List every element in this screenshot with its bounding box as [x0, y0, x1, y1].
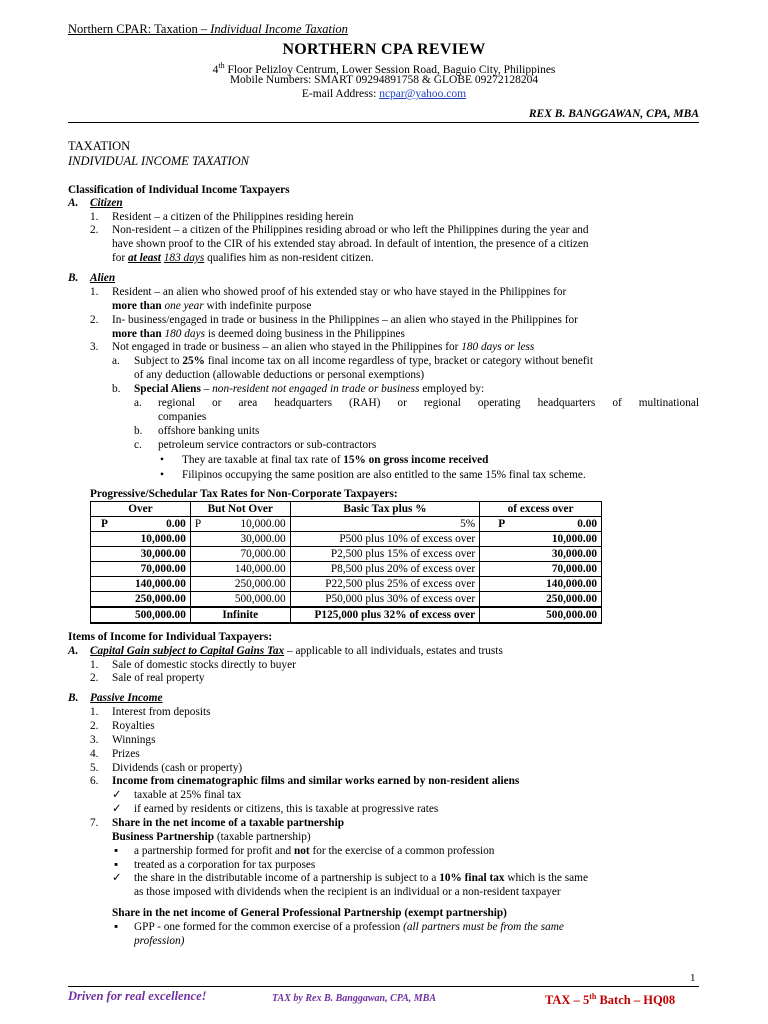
- cell-basic: 5%: [290, 517, 480, 532]
- heading-taxation: TAXATION: [68, 139, 131, 153]
- special-sub-b-text: offshore banking units: [158, 425, 260, 437]
- cell-over: 250,000.00: [91, 592, 191, 608]
- citizen-item-2-line3: [112, 252, 374, 265]
- citizen-item-2-num: 2.: [90, 224, 99, 236]
- text-dash: –: [200, 383, 213, 395]
- cell-value: 10,000.00: [240, 518, 286, 530]
- email-label: E-mail Address:: [301, 88, 380, 100]
- citizen-item-1-text: Resident – a citizen of the Philippines residing herein: [112, 211, 354, 223]
- text-which-same: which is the same: [504, 872, 588, 884]
- special-sub-c-letter: c.: [134, 439, 142, 451]
- text-at-least: at least: [128, 252, 161, 264]
- pi-item-num: 3.: [90, 734, 99, 746]
- special-sub-b-letter: b.: [134, 425, 143, 437]
- text-exercise: for the exercise of a common profession: [309, 845, 495, 857]
- subject-prefix: : Taxation –: [147, 22, 211, 36]
- batch-sup: th: [589, 992, 597, 1001]
- pi-item-text: Winnings: [112, 734, 156, 746]
- pi-item-num: 4.: [90, 748, 99, 760]
- email-link[interactable]: ncpar@yahoo.com: [379, 88, 467, 100]
- review-center-title: NORTHERN CPA REVIEW: [282, 41, 486, 58]
- cell-over: 30,000.00: [91, 547, 191, 562]
- special-sub-c-text: petroleum service contractors or sub-contractors: [158, 439, 377, 451]
- special-sub-a-letter: a.: [134, 397, 142, 409]
- capital-gain-line: [90, 645, 503, 658]
- col-not-over: But Not Over: [190, 502, 290, 517]
- text-all-partners: (all partners must be from the same: [403, 921, 564, 933]
- footer-slogan: Driven for real excellence!: [68, 989, 207, 1003]
- square-bullet-icon: ▪: [114, 921, 119, 933]
- rates-title: Progressive/Schedular Tax Rates for Non-Corporate Taxpayers:: [90, 488, 398, 500]
- capital-gain-heading: Capital Gain subject to Capital Gains Tax: [90, 645, 285, 657]
- citizen-item-1-num: 1.: [90, 211, 99, 223]
- business-partnership-line: [112, 831, 311, 844]
- page-number: 1: [690, 972, 696, 984]
- cell-not-over: Infinite: [190, 607, 290, 623]
- cell-basic: P22,500 plus 25% of excess over: [290, 577, 480, 592]
- alien-sub-a-line2: of any deduction (allowable deductions or personal exemptions): [134, 369, 425, 381]
- alien-sub-b-letter: b.: [112, 383, 121, 395]
- citizen-letter: A.: [68, 197, 79, 209]
- cell-excess: 500,000.00: [480, 607, 602, 623]
- text-taxable-at: They are taxable at final tax rate of: [182, 454, 344, 466]
- pi-item-7-text: Share in the net income of a taxable partnership: [112, 817, 344, 829]
- cell-excess: 250,000.00: [480, 592, 602, 608]
- running-header: [68, 22, 348, 37]
- cell-excess: 140,000.00: [480, 577, 602, 592]
- text-partnership-formed: a partnership formed for profit and: [134, 845, 294, 857]
- special-sub-a-line1: regional or area headquarters (RAH) or regional operating headquarters of multinational: [158, 397, 699, 409]
- cell-not-over: 500,000.00: [190, 592, 290, 608]
- footer-author: TAX by Rex B. Banggawan, CPA, MBA: [272, 993, 437, 1004]
- batch-suffix: Batch – HQ08: [596, 993, 676, 1008]
- cell-excess: 30,000.00: [480, 547, 602, 562]
- cg-item-1-num: 1.: [90, 659, 99, 671]
- text-taxable-partnership: (taxable partnership): [214, 831, 311, 843]
- cell-excess: 70,000.00: [480, 562, 602, 577]
- text-special-aliens: Special Aliens: [134, 383, 201, 395]
- text-deemed: is deemed doing business in the Philippines: [205, 328, 405, 340]
- cell-not-over: 30,000.00: [190, 532, 290, 547]
- text-180-or-less: 180 days or less: [461, 341, 535, 353]
- table-row: [91, 532, 602, 547]
- pi-item-7-num: 7.: [90, 817, 99, 829]
- text-more-than: more than: [112, 300, 162, 312]
- table-row: [91, 517, 602, 532]
- cell-excess: [480, 517, 602, 532]
- footer-divider: [68, 986, 699, 987]
- text-non-resident: non-resident not engaged in trade or business: [212, 383, 420, 395]
- pi-item-text: Dividends (cash or property): [112, 762, 243, 774]
- text-not: not: [293, 845, 310, 857]
- special-aliens-line: [134, 383, 484, 396]
- cell-not-over: 70,000.00: [190, 547, 290, 562]
- peso-sign: P: [101, 518, 108, 530]
- col-basic-tax: Basic Tax plus %: [290, 502, 480, 517]
- cg-item-2-text: Sale of real property: [112, 672, 205, 684]
- pi-6-check-1: taxable at 25% final tax: [134, 789, 242, 801]
- footer-batch: [545, 990, 675, 1007]
- alien-letter: B.: [68, 272, 79, 284]
- alien-sub-a-line1: [134, 355, 593, 368]
- cell-over: [91, 517, 191, 532]
- heading-individual-income-taxation: INDIVIDUAL INCOME TAXATION: [68, 154, 250, 168]
- capital-gain-letter: A.: [68, 645, 79, 657]
- mobile-line: Mobile Numbers: SMART 09294891758 & GLOBE 09272128204: [229, 74, 539, 86]
- bp-check-line1: [134, 872, 588, 885]
- subject-title: Individual Income Taxation: [210, 22, 348, 36]
- check-icon: ✓: [112, 803, 122, 815]
- email-line: [0, 87, 768, 101]
- pi-item-num: 5.: [90, 762, 99, 774]
- cell-basic: P8,500 plus 20% of excess over: [290, 562, 480, 577]
- bullet-1-text: [182, 454, 488, 467]
- pi-item-text: Interest from deposits: [112, 706, 211, 718]
- pi-item-text: Prizes: [112, 748, 140, 760]
- alien-item-1-line2: [112, 300, 311, 313]
- cell-over: 70,000.00: [91, 562, 191, 577]
- text-180-days: 180 days: [161, 328, 205, 340]
- gpp-line1: [134, 921, 564, 934]
- alien-heading: Alien: [90, 272, 116, 284]
- cell-not-over: [190, 517, 290, 532]
- capital-gain-desc: – applicable to all individuals, estates and trusts: [284, 645, 503, 657]
- gpp-line2: profession): [134, 935, 185, 947]
- text-not-engaged: Not engaged in trade or business – an alien who stayed in the Philippines for: [112, 341, 462, 353]
- alien-item-2-line1: In- business/engaged in trade or business in the Philippines – an alien who stayed in the Philippines for: [112, 314, 578, 326]
- citizen-item-2-line1: Non-resident – a citizen of the Philippines residing abroad or who left the Philippines during the year and: [112, 224, 589, 236]
- col-excess: of excess over: [480, 502, 602, 517]
- cell-over: 500,000.00: [91, 607, 191, 623]
- text-10-final-tax: 10% final tax: [439, 872, 505, 884]
- text-one-year: one year: [161, 300, 204, 312]
- citizen-item-2-line2: have shown proof to the CIR of his extended stay abroad. In default of intention, the presence of a citizen: [112, 238, 589, 250]
- cell-value: 0.00: [577, 518, 597, 530]
- col-over: Over: [91, 502, 191, 517]
- bp-square-2: treated as a corporation for tax purposes: [134, 859, 316, 871]
- cell-basic: P50,000 plus 30% of excess over: [290, 592, 480, 608]
- text-indefinite: with indefinite purpose: [203, 300, 312, 312]
- text-for: for: [112, 252, 128, 264]
- author-name: REX B. BANGGAWAN, CPA, MBA: [68, 107, 699, 123]
- cell-basic: P500 plus 10% of excess over: [290, 532, 480, 547]
- text-15-percent: 15% on gross income received: [343, 454, 489, 466]
- alien-item-1-line1: Resident – an alien who showed proof of his extended stay or who have stayed in the Philippines for: [112, 286, 567, 298]
- cell-basic: P125,000 plus 32% of excess over: [290, 607, 480, 623]
- tax-rates-table: [90, 501, 602, 624]
- text-25-percent: 25%: [182, 355, 205, 367]
- cell-not-over: 250,000.00: [190, 577, 290, 592]
- table-row: [91, 562, 602, 577]
- alien-item-2-line2: [112, 328, 405, 341]
- table-row: [91, 547, 602, 562]
- batch-prefix: TAX – 5: [545, 993, 590, 1008]
- cell-over: 140,000.00: [91, 577, 191, 592]
- alien-sub-a-letter: a.: [112, 355, 120, 367]
- alien-item-2-num: 2.: [90, 314, 99, 326]
- citizen-heading: Citizen: [90, 197, 123, 209]
- special-sub-a-line2: companies: [158, 411, 207, 423]
- address-text: Floor Pelizloy Centrum, Lower Session Road, Baguio City, Philippines: [224, 63, 556, 76]
- text-subject-to: Subject to: [134, 355, 183, 367]
- cg-item-2-num: 2.: [90, 672, 99, 684]
- heading-classification: Classification of Individual Income Taxpayers: [68, 184, 290, 196]
- pi-6-check-2: if earned by residents or citizens, this is taxable at progressive rates: [134, 803, 439, 815]
- bullet-icon: •: [160, 469, 164, 481]
- text-final-income-tax: final income tax on all income regardless of type, bracket or category without benefit: [204, 355, 593, 367]
- pi-item-6-num: 6.: [90, 775, 99, 787]
- cell-excess: 10,000.00: [480, 532, 602, 547]
- text-share-distributable: the share in the distributable income of a partnership is subject to a: [134, 872, 440, 884]
- peso-sign: P: [498, 518, 506, 530]
- cell-over: 10,000.00: [91, 532, 191, 547]
- cell-value: 0.00: [166, 518, 186, 530]
- alien-item-3-num: 3.: [90, 341, 99, 353]
- org-name: Northern CPAR: [68, 22, 148, 36]
- table-row: [91, 607, 602, 623]
- text-qualifies: qualifies him as non-resident citizen.: [204, 252, 374, 264]
- pi-item-6-text: Income from cinematographic films and similar works earned by non-resident aliens: [112, 775, 520, 787]
- bullet-icon: •: [160, 454, 164, 466]
- check-icon: ✓: [112, 789, 122, 801]
- square-bullet-icon: ▪: [114, 845, 119, 857]
- cell-basic: P2,500 plus 15% of excess over: [290, 547, 480, 562]
- text-employed-by: employed by:: [419, 383, 485, 395]
- bp-check-line2: as those imposed with dividends when the recipient is an individual or a non-resident taxpayer: [134, 886, 561, 898]
- floor-number: 4: [212, 63, 219, 76]
- passive-letter: B.: [68, 692, 79, 704]
- text-gpp-definition: GPP - one formed for the common exercise of a profession: [134, 921, 404, 933]
- square-bullet-icon: ▪: [114, 859, 119, 871]
- bullet-2-text: Filipinos occupying the same position are also entitled to the same 15% final tax scheme.: [182, 469, 586, 481]
- table-row: [91, 592, 602, 608]
- alien-item-1-num: 1.: [90, 286, 99, 298]
- check-icon: ✓: [112, 872, 122, 884]
- pi-item-text: Royalties: [112, 720, 155, 732]
- table-row: [91, 577, 602, 592]
- heading-items-of-income: Items of Income for Individual Taxpayers:: [68, 631, 273, 643]
- cell-not-over: 140,000.00: [190, 562, 290, 577]
- floor-sup: th: [218, 61, 225, 70]
- pi-item-num: 1.: [90, 706, 99, 718]
- peso-sign: P: [194, 518, 202, 530]
- alien-item-3-line1: [112, 341, 534, 354]
- text-business-partnership: Business Partnership: [112, 831, 215, 843]
- table-header-row: [91, 502, 602, 517]
- passive-income-heading: Passive Income: [90, 692, 163, 704]
- gpp-heading: Share in the net income of General Professional Partnership (exempt partnership): [112, 907, 507, 919]
- pi-item-num: 2.: [90, 720, 99, 732]
- text-183-days: 183 days: [163, 252, 205, 264]
- cg-item-1-text: Sale of domestic stocks directly to buyer: [112, 659, 296, 671]
- text-more-than: more than: [112, 328, 162, 340]
- bp-square-1: [134, 845, 494, 858]
